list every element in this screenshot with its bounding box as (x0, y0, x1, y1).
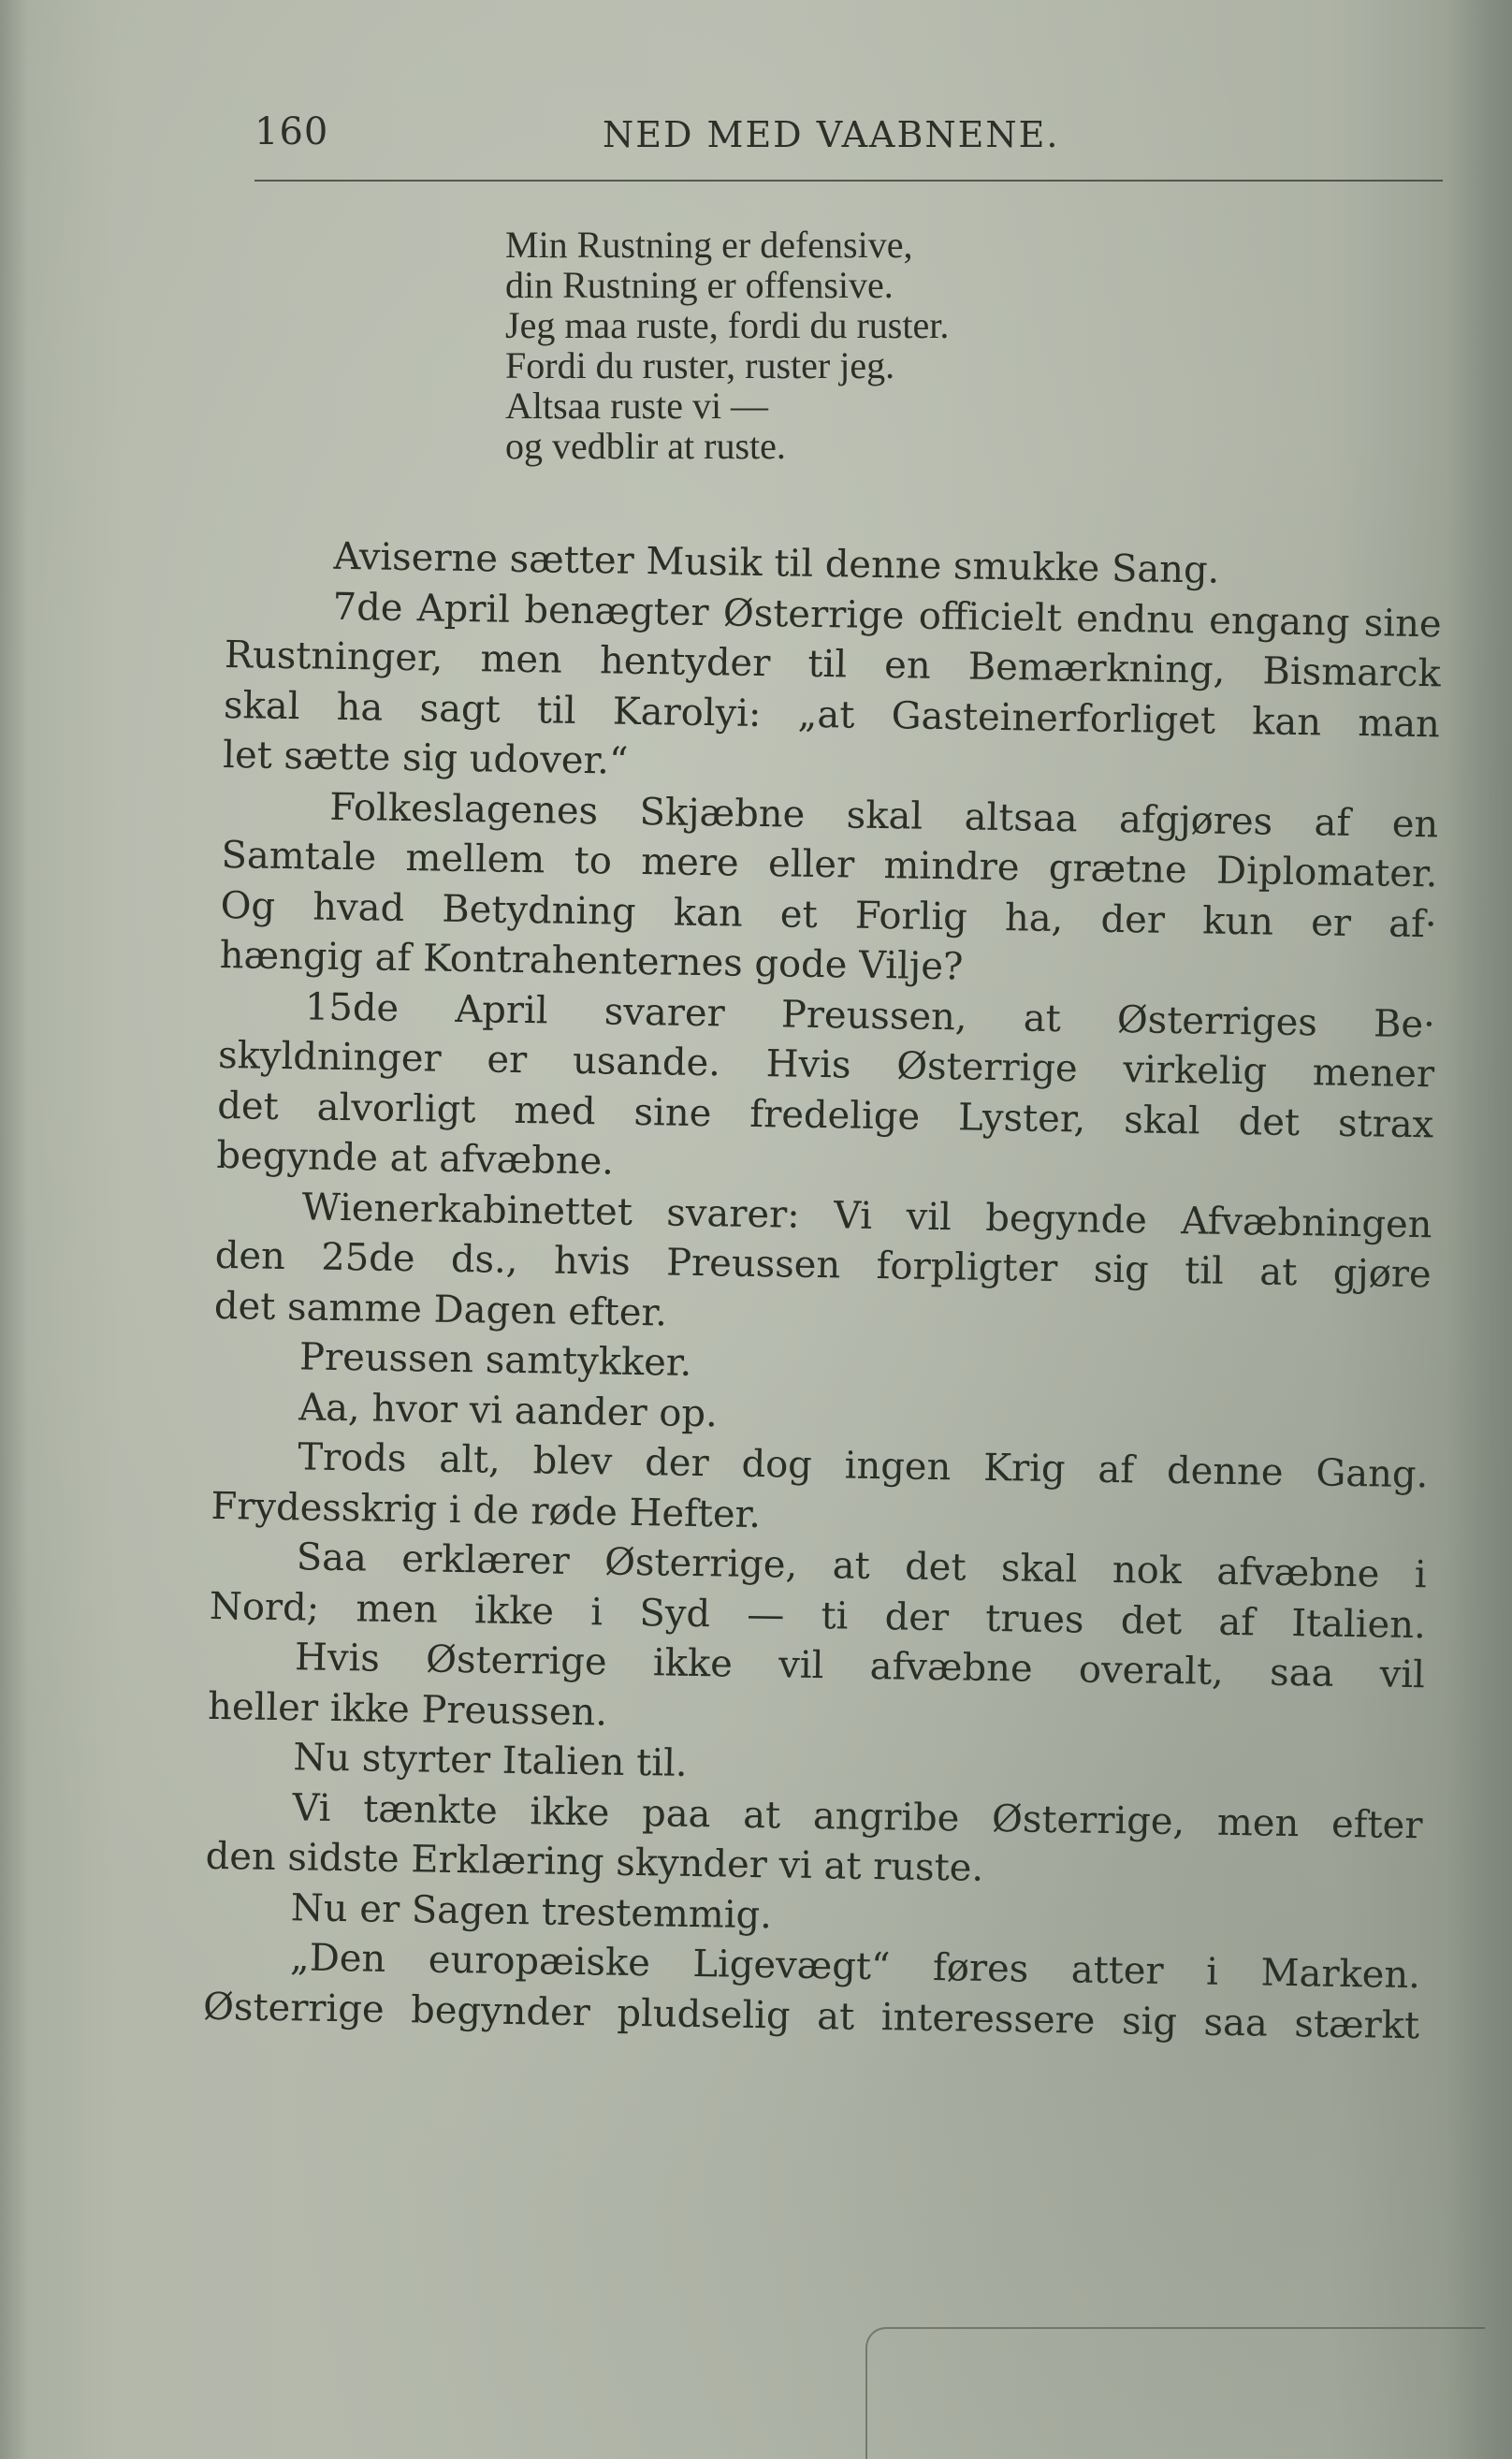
text-line: Trods alt, blev der dog ingen Krig af denne Gang. (298, 1435, 1429, 1497)
text-line: hængig af Kontrahenternes gode Vilje? (219, 933, 964, 989)
text-line: Nu er Sagen trestemmig. (290, 1885, 773, 1937)
text-line: Og hvad Betydning kan et Forlig ha, der kun er af· (220, 883, 1437, 946)
text-line: Wienerkabinettet svarer: Vi vil begynde Afvæbningen (301, 1185, 1432, 1246)
text-line: Folkeslagenes Skjæbne skal altsaa afgjøres af en (329, 785, 1439, 846)
text-line: skal ha sagt til Karolyi: „at Gasteinerforliget kan man (223, 683, 1441, 746)
running-head (254, 110, 1443, 176)
text-line: Rustninger, men hentyder til en Bemærkning, Bismarck (224, 633, 1442, 696)
text-line: begynde at afvæbne. (216, 1133, 615, 1184)
body-text (203, 531, 1443, 2051)
text-line: Aviserne sætter Musik til denne smukke Sang. (333, 534, 1220, 592)
poem-line: Jeg maa ruste, fordi du ruster. (505, 304, 950, 346)
text-line: Saa erklærer Østerrige, at det skal nok afvæbne i (296, 1535, 1427, 1597)
poem-block (505, 225, 1160, 466)
text-line: Østerrige begynder pludselig at interessere sig saa stærkt (202, 1985, 1420, 2047)
text-line: Preussen samtykker. (298, 1335, 692, 1385)
text-line: det samme Dagen efter. (213, 1284, 668, 1334)
text-line: Hvis Østerrige ikke vil afvæbne overalt, saa vil (294, 1636, 1426, 1697)
text-line: Nu styrter Italien til. (293, 1736, 688, 1785)
page-gutter-shadow (0, 0, 28, 2459)
text-line: den 25de ds., hvis Preussen forpligter sig til at gjøre (214, 1233, 1432, 1297)
page-number: 160 (254, 110, 329, 153)
text-line: let sætte sig udover.“ (222, 733, 629, 783)
running-title: NED MED VAABNENE. (603, 114, 1060, 155)
page-edge-shadow (1447, 0, 1512, 2459)
text-line: Frydesskrig i de røde Hefter. (211, 1484, 762, 1536)
poem-line: Min Rustning er defensive, (505, 224, 913, 266)
poem-line: Fordi du ruster, ruster jeg. (505, 344, 895, 386)
text-line: Vi tænkte ikke paa at angribe Østerrige, men efter (292, 1785, 1423, 1847)
text-line: Aa, hvor vi aander op. (298, 1385, 719, 1435)
poem-line: og vedblir at ruste. (505, 425, 786, 467)
corner-stamp-frame (865, 2327, 1485, 2459)
text-line: „Den europæiske Ligevægt“ føres atter i Marken. (289, 1936, 1421, 1998)
text-line: 15de April svarer Preussen, at Østerriges Be· (304, 984, 1436, 1046)
text-line: 7de April benægter Østerrige officielt endnu engang sine (332, 585, 1442, 646)
text-line: heller ikke Preussen. (207, 1684, 608, 1735)
poem-line: din Rustning er offensive. (505, 264, 894, 306)
poem-line: Altsaa ruste vi — (505, 385, 769, 427)
text-line: det alvorligt med sine fredelige Lyster, skal det strax (216, 1084, 1434, 1146)
header-rule (254, 180, 1443, 182)
text-line: Samtale mellem to mere eller mindre grætne Diplomater. (221, 833, 1438, 896)
text-line: den sidste Erklæring skynder vi at ruste. (205, 1834, 984, 1890)
text-line: Nord; men ikke i Syd — ti der trues det af Italien. (209, 1584, 1427, 1647)
text-line: skyldninger er usande. Hvis Østerrige virkelig mener (217, 1033, 1435, 1097)
